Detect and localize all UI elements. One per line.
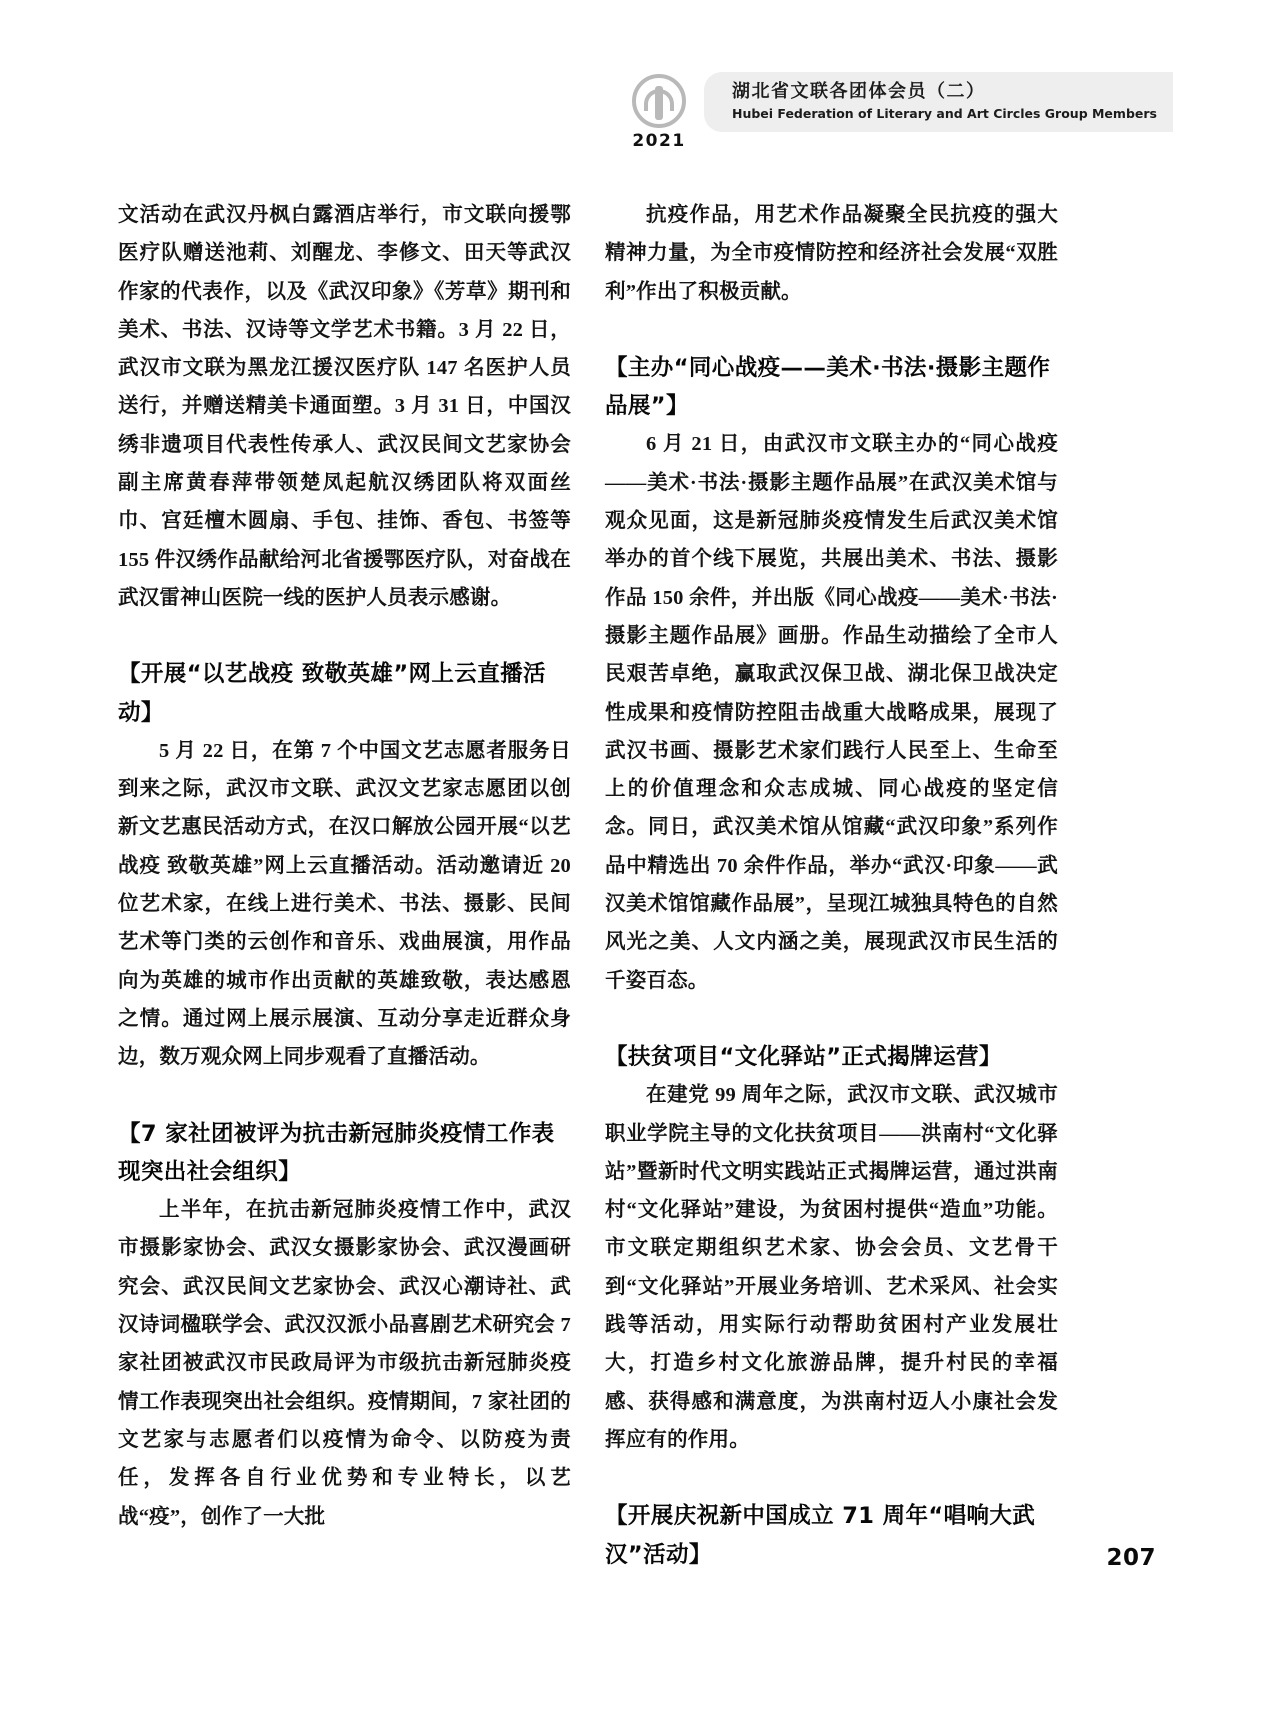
left-column <box>118 196 571 1574</box>
left-paragraph-3: 上半年，在抗击新冠肺炎疫情工作中，武汉市摄影家协会、武汉女摄影家协会、武汉漫画研究会、武汉民间文艺家协会、武汉心潮诗社、武汉诗词楹联学会、武汉汉派小品喜剧艺术研究会 7 家社团被武汉市民政局评为市级抗击新冠肺炎疫情工作表现突出社会组织。疫情期间，7 家社团的文艺家与志愿者们以疫情为命令、以防疫为责任，发挥各自行业优势和专业特长，以艺战“疫”，创作了一大批 <box>118 1199 571 1528</box>
header-title-band <box>704 72 1173 132</box>
spacer <box>605 1000 1058 1038</box>
header-title-chinese: 湖北省文联各团体会员（二） <box>732 81 986 102</box>
running-header <box>620 72 1160 151</box>
left-paragraph-1: 文活动在武汉丹枫白露酒店举行，市文联向援鄂医疗队赠送池莉、刘醒龙、李修文、田天等武汉作家的代表作，以及《武汉印象》《芳草》期刊和美术、书法、汉诗等文学艺术书籍。3 月 22 日，武汉市文联为黑龙江援汉医疗队 147 名医护人员送行，并赠送精美卡通面塑。3 月 31 日，中国汉绣非遗项目代表性传承人、武汉民间文艺家协会副主席黄春萍带领楚凤起航汉绣团队将双面丝巾、宫廷檀木圆扇、手包、挂饰、香包、书签等 155 件汉绣作品献给河北省援鄂医疗队，对奋战在武汉雷神山医院一线的医护人员表示感谢。 <box>118 204 571 609</box>
spacer <box>605 1459 1058 1497</box>
left-paragraph-2: 5 月 22 日，在第 7 个中国文艺志愿者服务日到来之际，武汉市文联、武汉文艺家志愿团以创新文艺惠民活动方式，在汉口解放公园开展“以艺战疫 致敬英雄”网上云直播活动。活动邀请近 20 位艺术家，在线上进行美术、书法、摄影、民间艺术等门类的云创作和音乐、戏曲展演，用作品向为英雄的城市作出贡献的英雄致敬，表达感恩之情。通过网上展示展演、互动分享走近群众身边，数万观众网上同步观看了直播活动。 <box>118 739 571 1069</box>
right-heading-2: 【扶贫项目“文化驿站”正式揭牌运营】 <box>605 1043 1002 1070</box>
right-heading-3: 【开展庆祝新中国成立 71 周年“唱响大武汉”活动】 <box>605 1503 1036 1568</box>
right-paragraph-1: 抗疫作品，用艺术作品凝聚全民抗疫的强大精神力量，为全市疫情防控和经济社会发展“双胜利”作出了积极贡献。 <box>605 204 1058 303</box>
page-number: 207 <box>1106 1545 1156 1571</box>
right-column <box>605 196 1058 1574</box>
right-paragraph-2: 6 月 21 日，由武汉市文联主办的“同心战疫——美术·书法·摄影主题作品展”在武汉美术馆与观众见面，这是新冠肺炎疫情发生后武汉美术馆举办的首个线下展览，共展出美术、书法、摄影作品 150 余件，并出版《同心战疫——美术·书法·摄影主题作品展》画册。作品生动描绘了全市人民艰苦卓绝，赢取武汉保卫战、湖北保卫战决定性成果和疫情防控阻击战重大战略成果，展现了武汉书画、摄影艺术家们践行人民至上、生命至上的价值理念和众志成城、同心战疫的坚定信念。同日，武汉美术馆从馆藏“武汉印象”系列作品中精选出 70 余件作品，举办“武汉·印象——武汉美术馆馆藏作品展”，呈现江城独具特色的自然风光之美、人文内涵之美，展现武汉市民生活的千姿百态。 <box>605 433 1058 992</box>
right-heading-1: 【主办“同心战疫——美术·书法·摄影主题作品展”】 <box>605 354 1051 420</box>
header-logo-group <box>620 72 698 151</box>
left-heading-2: 【7 家社团被评为抗击新冠肺炎疫情工作表现突出社会组织】 <box>118 1120 555 1185</box>
spacer <box>118 617 571 655</box>
circular-emblem-icon <box>632 74 686 128</box>
spacer <box>118 1077 571 1115</box>
header-title-english: Hubei Federation of Literary and Art Circles Group Members <box>732 105 1157 121</box>
left-heading-1: 【开展“以艺战疫 致敬英雄”网上云直播活动】 <box>118 661 546 726</box>
article-columns <box>118 196 1158 1574</box>
right-paragraph-3: 在建党 99 周年之际，武汉市文联、武汉城市职业学院主导的文化扶贫项目——洪南村“文化驿站”暨新时代文明实践站正式揭牌运营，通过洪南村“文化驿站”建设，为贫困村提供“造血”功能。市文联定期组织艺术家、协会会员、文艺骨干到“文化驿站”开展业务培训、艺术采风、社会实践等活动，用实际行动帮助贫困村产业发展壮大，打造乡村文化旅游品牌，提升村民的幸福感、获得感和满意度，为洪南村迈人小康社会发挥应有的作用。 <box>605 1084 1058 1451</box>
spacer <box>605 311 1058 349</box>
header-year: 2021 <box>632 131 686 151</box>
